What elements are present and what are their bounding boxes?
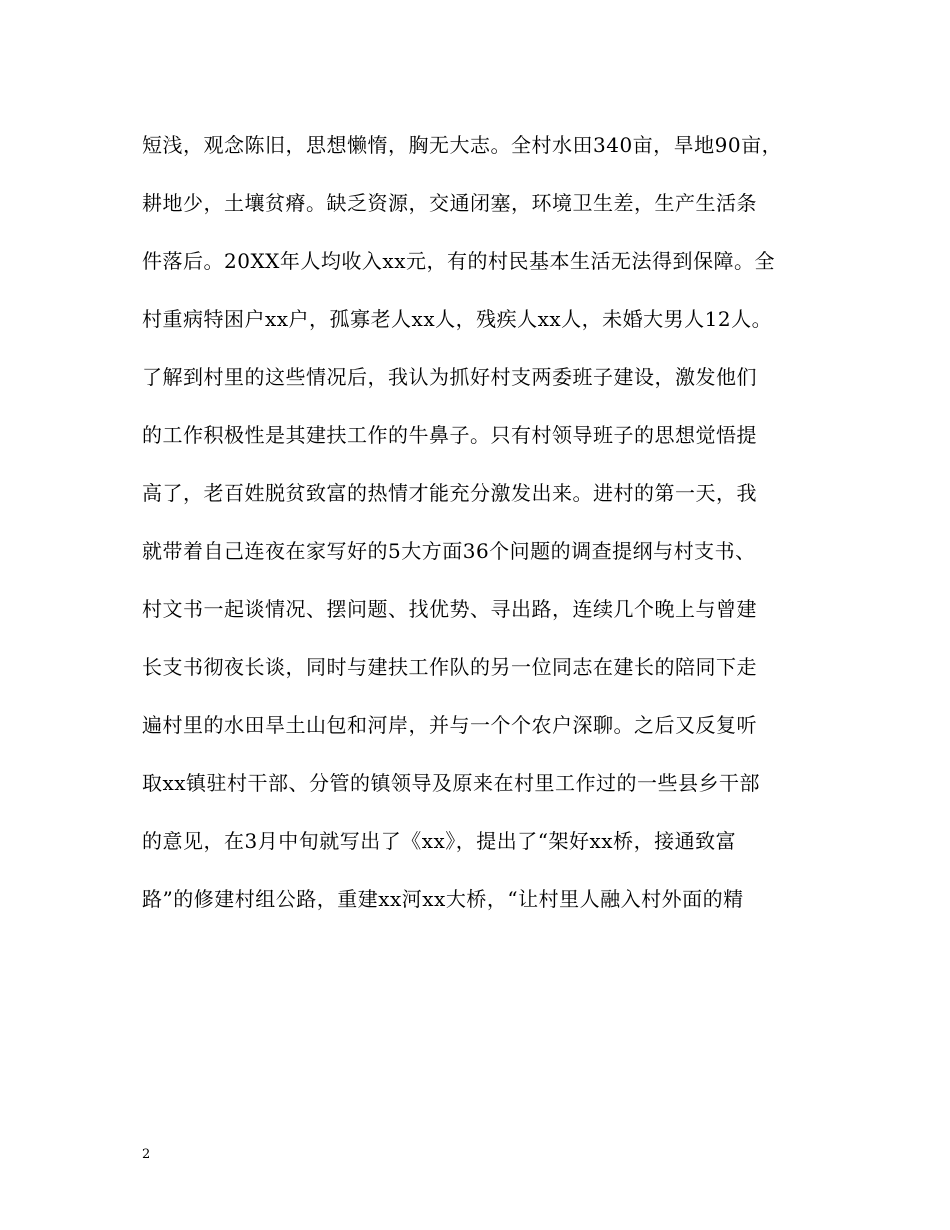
page-number: 2	[142, 1147, 151, 1162]
text-line: 取xx镇驻村干部、分管的镇领导及原来在村里工作过的一些县乡干部	[142, 771, 761, 795]
text-line: 就带着自己连夜在家写好的5大方面36个问题的调查提纲与村支书、	[142, 539, 756, 563]
text-line: 遍村里的水田旱土山包和河岸，并与一个个农户深聊。之后又反复听	[142, 713, 757, 737]
text-line: 高了，老百姓脱贫致富的热情才能充分激发出来。进村的第一天，我	[142, 481, 757, 505]
text-line: 短浅，观念陈旧，思想懒惰，胸无大志。全村水田340亩，旱地90亩，	[142, 133, 783, 157]
text-line: 村重病特困户xx户，孤寡老人xx人，残疾人xx人，未婚大男人12人。	[142, 307, 773, 331]
text-line: 耕地少，土壤贫瘠。缺乏资源，交通闭塞，环境卫生差，生产生活条	[142, 191, 757, 215]
text-line: 了解到村里的这些情况后，我认为抓好村支两委班子建设，激发他们	[142, 365, 757, 389]
text-line: 长支书彻夜长谈，同时与建扶工作队的另一位同志在建长的陪同下走	[142, 655, 757, 679]
text-line: 村文书一起谈情况、摆问题、找优势、寻出路，连续几个晚上与曾建	[142, 597, 757, 621]
body-text	[142, 127, 842, 939]
text-line: 的工作积极性是其建扶工作的牛鼻子。只有村领导班子的思想觉悟提	[142, 423, 757, 447]
text-line: 路”的修建村组公路，重建xx河xx大桥，“让村里人融入村外面的精	[142, 887, 744, 911]
text-line: 件落后。20XX年人均收入xx元，有的村民基本生活无法得到保障。全	[142, 249, 775, 273]
text-line: 的意见，在3月中旬就写出了《xx》，提出了“架好xx桥，接通致富	[142, 829, 737, 853]
